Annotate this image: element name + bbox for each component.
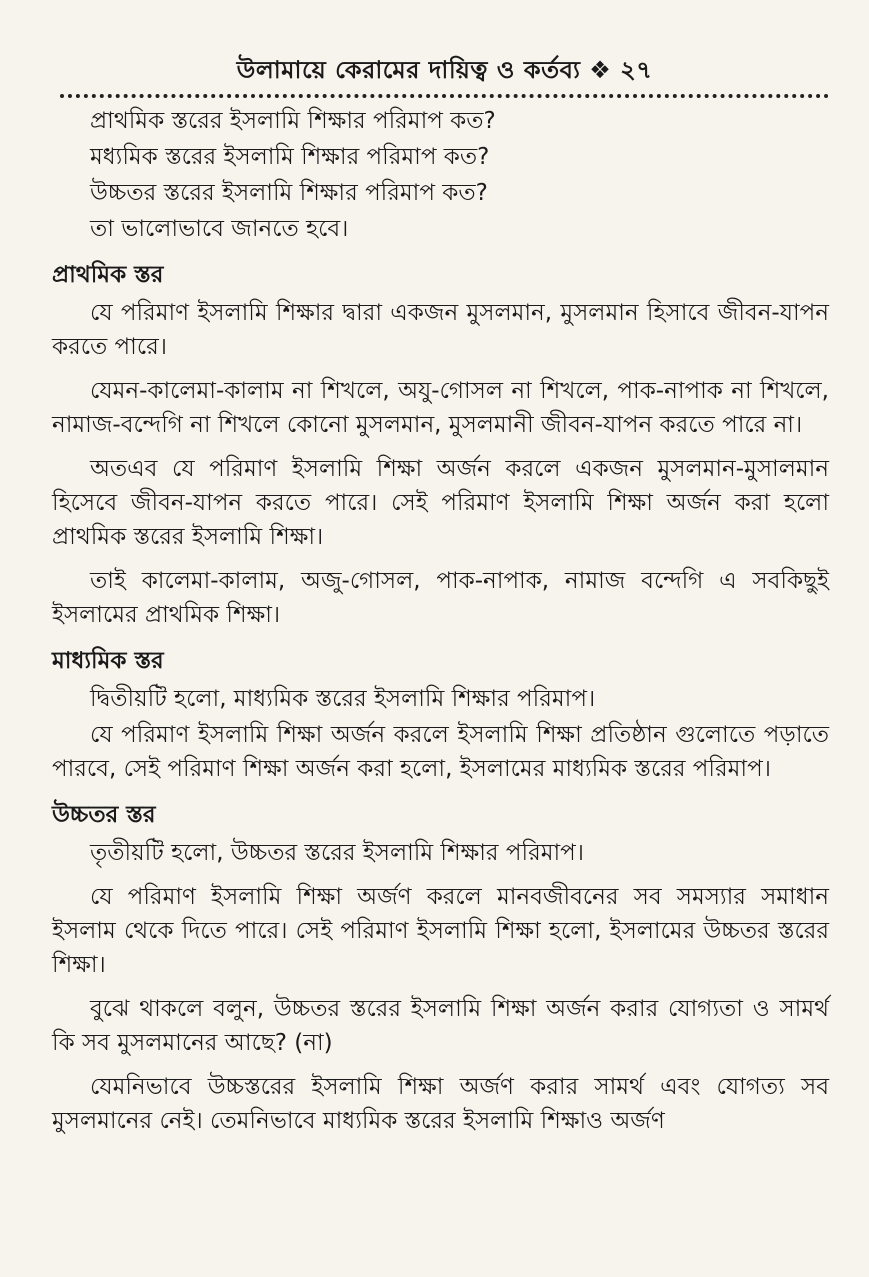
paragraph: তাই কালেমা-কালাম, অজু-গোসল, পাক-নাপাক, নামাজ বন্দেগি এ সবকিছুই ইসলামের প্রাথমিক শিক্ষা।	[52, 568, 829, 628]
paragraph: তৃতীয়টি হলো, উচ্চতর স্তরের ইসলামি শিক্ষার পরিমাপ।	[90, 840, 585, 866]
intro-line: প্রাথমিক স্তরের ইসলামি শিক্ষার পরিমাপ কত?	[90, 108, 496, 134]
paragraph: বুঝে থাকলে বলুন, উচ্চতর স্তরের ইসলামি শিক্ষা অর্জন করার যোগ্যতা ও সামর্থ কি সব মুসলমানের আছে? (না)	[52, 996, 829, 1056]
paragraph: যে পরিমাণ ইসলামি শিক্ষা অর্জন করলে ইসলামি শিক্ষা প্রতিষ্ঠান গুলোতে পড়াতে পারবে, সেই পরিমাণ শিক্ষা অর্জন করা হলো, ইসলামের মাধ্যমিক স্তরের পরিমাপ।	[52, 722, 829, 782]
section-heading-higher: উচ্চতর স্তর	[52, 802, 156, 828]
paragraph: অতএব যে পরিমাণ ইসলামি শিক্ষা অর্জন করলে একজন মুসলমান-মুসালমান হিসেবে জীবন-যাপন করতে পারে। সেই পরিমাণ ইসলামি শিক্ষা অর্জন করা হলো প্রাথমিক স্তরের ইসলামি শিক্ষা।	[52, 456, 829, 550]
intro-line: তা ভালোভাবে জানতে হবে।	[90, 216, 349, 242]
paragraph: যেমনিভাবে উচ্চস্তরের ইসলামি শিক্ষা অর্জণ করার সামর্থ এবং যোগত্য সব মুসলমানের নেই। তেমনিভাবে মাধ্যমিক স্তরের ইসলামি শিক্ষাও অর্জণ	[52, 1074, 829, 1134]
paragraph: যেমন-কালেমা-কালাম না শিখলে, অযু-গোসল না শিখলে, পাক-নাপাক না শিখলে, নামাজ-বন্দেগি না শিখলে কোনো মুসলমান, মুসলমানী জীবন-যাপন করতে পারে না।	[52, 378, 829, 438]
section-heading-secondary: মাধ্যমিক স্তর	[52, 648, 164, 674]
paragraph: যে পরিমাণ ইসলামি শিক্ষার দ্বারা একজন মুসলমান, মুসলমান হিসাবে জীবন-যাপন করতে পারে।	[52, 300, 829, 360]
paragraph: যে পরিমাণ ইসলামি শিক্ষা অর্জণ করলে মানবজীবনের সব সমস্যার সমাধান ইসলাম থেকে দিতে পারে। সেই পরিমাণ ইসলামি শিক্ষা হলো, ইসলামের উচ্চতর স্তরের শিক্ষা।	[52, 884, 829, 978]
paragraph: দ্বিতীয়টি হলো, মাধ্যমিক স্তরের ইসলামি শিক্ষার পরিমাপ।	[90, 686, 596, 712]
intro-line: উচ্চতর স্তরের ইসলামি শিক্ষার পরিমাপ কত?	[90, 180, 488, 206]
running-header: উলামায়ে কেরামের দায়িত্ব ও কর্তব্য ❖ ২৭	[236, 56, 653, 84]
section-heading-primary: প্রাথমিক স্তর	[52, 262, 164, 288]
page-body	[52, 104, 829, 1148]
dotted-divider	[60, 94, 829, 98]
intro-line: মধ্যমিক স্তরের ইসলামি শিক্ষার পরিমাপ কত?	[90, 144, 490, 170]
